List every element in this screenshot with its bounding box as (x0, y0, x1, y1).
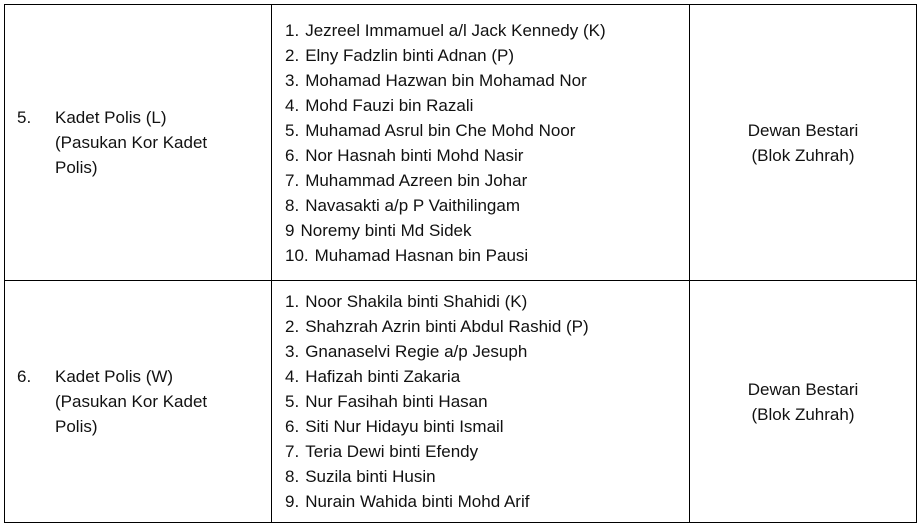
unit-name-line: Polis) (55, 158, 98, 177)
list-item (285, 439, 689, 464)
member-index: 7. (285, 442, 300, 461)
unit-name-line: Polis) (55, 417, 98, 436)
member-name: Hafizah binti Zakaria (305, 367, 461, 386)
member-index: 6. (285, 417, 300, 436)
location-cell (690, 5, 917, 281)
member-name: Teria Dewi binti Efendy (305, 442, 479, 461)
member-index: 8. (285, 195, 300, 215)
list-item (285, 464, 689, 489)
member-index: 3. (285, 342, 300, 361)
location-line: Dewan Bestari (747, 379, 859, 399)
member-name: Muhammad Azreen bin Johar (305, 170, 528, 190)
list-item (285, 93, 689, 118)
list-item (285, 43, 689, 68)
member-index: 2. (285, 45, 300, 65)
list-item (285, 218, 689, 243)
list-item (285, 289, 689, 314)
location-block (690, 118, 916, 168)
member-index: 2. (285, 317, 300, 336)
member-name: Gnanaselvi Regie a/p Jesuph (305, 342, 528, 361)
member-name: Muhamad Hasnan bin Pausi (314, 245, 529, 265)
member-name: Shahzrah Azrin binti Abdul Rashid (P) (305, 317, 589, 336)
member-index: 8. (285, 467, 300, 486)
member-index: 9 (285, 220, 295, 240)
row-number: 5. (17, 108, 32, 127)
location-cell (690, 281, 917, 523)
unit-name-line: Kadet Polis (W) (55, 367, 174, 386)
location-line: (Blok Zuhrah) (751, 145, 855, 165)
location-line: Dewan Bestari (747, 120, 859, 140)
unit-block (5, 105, 271, 180)
list-item (285, 339, 689, 364)
location-block (690, 377, 916, 427)
list-item (285, 414, 689, 439)
unit-name-line: (Pasukan Kor Kadet (55, 133, 208, 152)
member-list (272, 289, 689, 514)
list-item (285, 168, 689, 193)
member-index: 3. (285, 70, 300, 90)
unit-name-line: (Pasukan Kor Kadet (55, 392, 208, 411)
member-index: 7. (285, 170, 300, 190)
unit-cell (5, 281, 272, 523)
unit-block (5, 364, 271, 439)
member-name: Noremy binti Md Sidek (300, 220, 472, 240)
list-item (285, 243, 689, 268)
unit-cell (5, 5, 272, 281)
member-name: Mohd Fauzi bin Razali (305, 95, 474, 115)
member-name: Jezreel Immamuel a/l Jack Kennedy (K) (305, 20, 606, 40)
member-index: 9. (285, 492, 300, 511)
list-item (285, 489, 689, 514)
member-name: Nurain Wahida binti Mohd Arif (305, 492, 530, 511)
members-cell (272, 5, 690, 281)
list-item (285, 143, 689, 168)
list-item (285, 389, 689, 414)
table-row (5, 5, 917, 281)
list-item (285, 314, 689, 339)
list-item (285, 118, 689, 143)
table-row (5, 281, 917, 523)
member-index: 4. (285, 95, 300, 115)
list-item (285, 18, 689, 43)
unit-name-line: Kadet Polis (L) (55, 108, 167, 127)
assignment-table (4, 4, 917, 523)
member-list (272, 18, 689, 268)
member-index: 1. (285, 20, 300, 40)
member-name: Muhamad Asrul bin Che Mohd Noor (305, 120, 576, 140)
member-name: Elny Fadzlin binti Adnan (P) (305, 45, 515, 65)
member-name: Mohamad Hazwan bin Mohamad Nor (305, 70, 587, 90)
member-name: Nor Hasnah binti Mohd Nasir (305, 145, 524, 165)
member-index: 6. (285, 145, 300, 165)
list-item (285, 68, 689, 93)
members-cell (272, 281, 690, 523)
member-name: Nur Fasihah binti Hasan (305, 392, 488, 411)
member-name: Suzila binti Husin (305, 467, 436, 486)
row-number: 6. (17, 367, 32, 386)
member-index: 1. (285, 292, 300, 311)
member-index: 4. (285, 367, 300, 386)
member-index: 5. (285, 392, 300, 411)
member-index: 10. (285, 245, 309, 265)
member-index: 5. (285, 120, 300, 140)
location-line: (Blok Zuhrah) (751, 404, 855, 424)
list-item (285, 193, 689, 218)
member-name: Noor Shakila binti Shahidi (K) (305, 292, 528, 311)
member-name: Siti Nur Hidayu binti Ismail (305, 417, 504, 436)
list-item (285, 364, 689, 389)
member-name: Navasakti a/p P Vaithilingam (305, 195, 521, 215)
